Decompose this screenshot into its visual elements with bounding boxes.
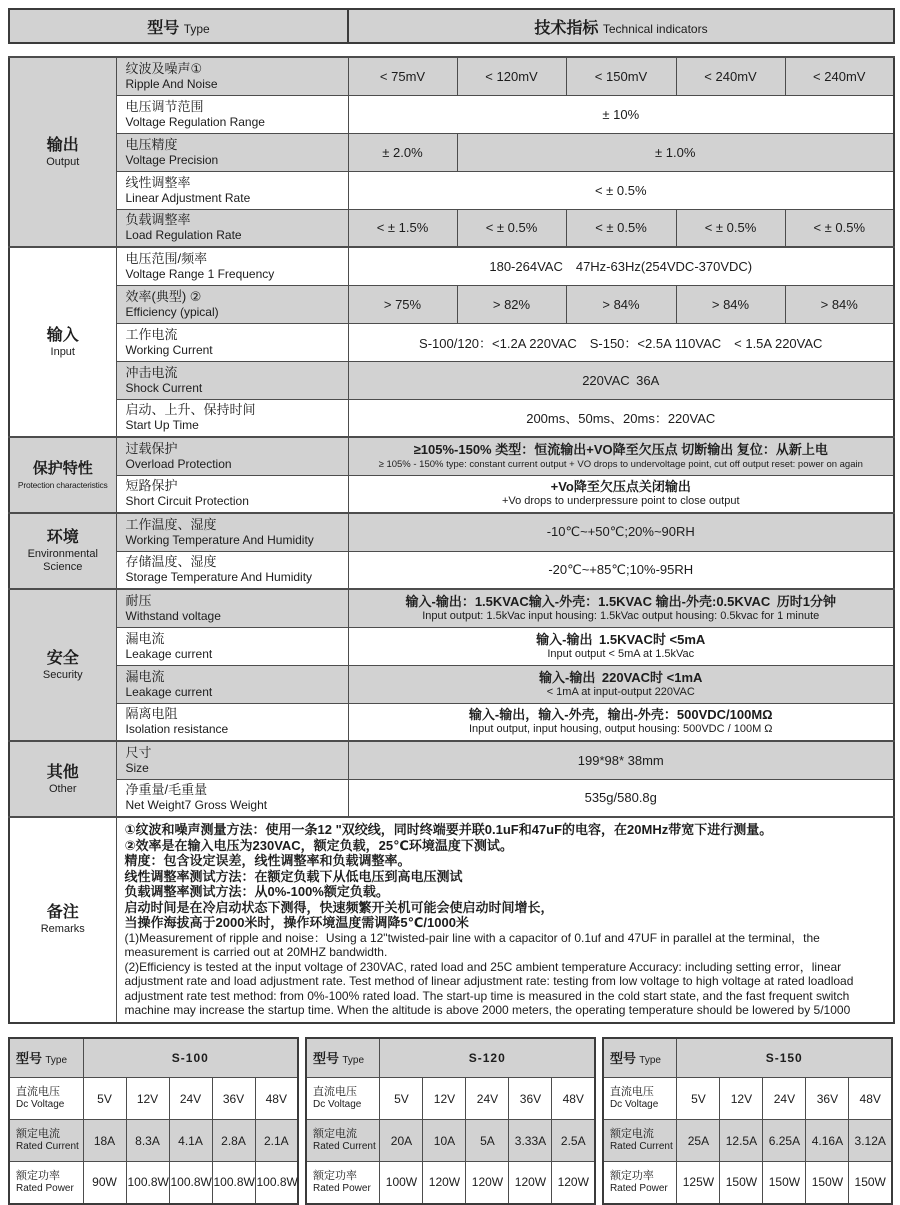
remark-line-zh: ①纹波和噪声测量方法：使用一条12 "双绞线，同时终端要并联0.1uF和47uF的电容，在20MHz带宽下进行测量。 [124, 822, 773, 837]
model-table-s120 [305, 1037, 596, 1205]
withstand-voltage-value: 输入-输出：1.5KVAC输入-外壳：1.5KVAC 输出-外壳:0.5KVAC 历时1分钟 Input output: 1.5kVac input housing: 1.5kVac output housing: 0.5kvac for 1 minute [348, 589, 894, 627]
isolation-resistance-value: 输入-输出，输入-外壳，输出-外壳：500VDC/100MΩ Input output, input housing, output housing: 500VDC / 100M Ω [348, 703, 894, 741]
load-regulation-value-1: < ± 1.5% [348, 209, 457, 247]
attr-short-circuit: 短路保护 Short Circuit Protection [116, 475, 348, 513]
model-value-cell: 120W [552, 1162, 595, 1204]
attr-voltage-precision: 电压精度 Voltage Precision [116, 133, 348, 171]
attr-withstand-voltage: 耐压 Withstand voltage [116, 589, 348, 627]
attr-shock-current: 冲击电流 Shock Current [116, 361, 348, 399]
ripple-value-4: < 240mV [676, 57, 785, 95]
attr-efficiency: 效率(典型) ② Efficiency (ypical) [116, 285, 348, 323]
model-value-cell: 8.3A [126, 1120, 169, 1162]
row-voltage-range [9, 247, 894, 285]
row-short-circuit [9, 475, 894, 513]
model-value-cell: 12V [126, 1078, 169, 1120]
ripple-value-3: < 150mV [566, 57, 676, 95]
storage-temp-value: -20℃~+85℃;10%-95RH [348, 551, 894, 589]
s120-current-row [306, 1120, 595, 1162]
model-value-cell: 100W [380, 1162, 423, 1204]
row-working-current [9, 323, 894, 361]
rated-current-label: 额定电流 Rated Current [9, 1120, 83, 1162]
model-value-cell: 48V [849, 1078, 892, 1120]
model-value-cell: 20A [380, 1120, 423, 1162]
category-security: 安全 Security [9, 589, 116, 741]
model-value-cell: 2.1A [255, 1120, 298, 1162]
category-environment: 环境 Environmental Science [9, 513, 116, 589]
model-value-cell: 150W [720, 1162, 763, 1204]
ripple-value-2: < 120mV [457, 57, 566, 95]
s150-model-name: S-150 [677, 1038, 892, 1078]
model-value-cell: 18A [83, 1120, 126, 1162]
indicators-header-en: Technical indicators [602, 21, 708, 36]
model-value-cell: 3.12A [849, 1120, 892, 1162]
working-temp-value: -10℃~+50℃;20%~90RH [348, 513, 894, 551]
model-value-cell: 12V [423, 1078, 466, 1120]
attr-linear-adjustment: 线性调整率 Linear Adjustment Rate [116, 171, 348, 209]
model-value-cell: 5A [466, 1120, 509, 1162]
model-value-cell: 2.5A [552, 1120, 595, 1162]
model-value-cell: 12.5A [720, 1120, 763, 1162]
remark-line-zh: ②效率是在输入电压为230VAC，额定负载，25℃环境温度下测试。 [124, 837, 513, 853]
leakage-current-1-value: 输入-输出 1.5KVAC时 <5mA Input output < 5mA at 1.5kVac [348, 627, 894, 665]
s100-type-header: 型号 Type [9, 1038, 83, 1078]
type-header-cell [9, 9, 348, 43]
header-bar [8, 8, 895, 44]
model-value-cell: 100.8W [126, 1162, 169, 1204]
voltage-range-value: 180-264VAC 47Hz-63Hz(254VDC-370VDC) [348, 247, 894, 285]
s150-voltage-row [603, 1078, 892, 1120]
attr-leakage-current-2: 漏电流 Leakage current [116, 665, 348, 703]
dc-voltage-label: 直流电压 Dc Voltage [9, 1078, 83, 1120]
row-remarks [9, 817, 894, 1023]
overload-protection-value: ≥105%-150% 类型：恒流输出+VO降至欠压点 切断输出 复位：从新上电 ≥ 105% - 150% type: constant current output + VO drops to undervoltage point, cut off output reset: power on again [348, 437, 894, 475]
voltage-regulation-value: ± 10% [348, 95, 894, 133]
attr-voltage-regulation: 电压调节范围 Voltage Regulation Range [116, 95, 348, 133]
s100-power-row [9, 1162, 298, 1204]
type-header-en: Type [183, 21, 210, 36]
indicators-header-zh: 技术指标 [534, 19, 599, 37]
attr-size: 尺寸 Size [116, 741, 348, 779]
model-value-cell: 4.1A [169, 1120, 212, 1162]
s100-model-name: S-100 [83, 1038, 298, 1078]
model-value-cell: 24V [466, 1078, 509, 1120]
model-value-cell: 25A [677, 1120, 720, 1162]
attr-overload-protection: 过载保护 Overload Protection [116, 437, 348, 475]
type-header-zh: 型号 [147, 19, 180, 37]
model-value-cell: 36V [212, 1078, 255, 1120]
working-current-value: S-100/120：<1.2A 220VAC S-150：<2.5A 110VAC < 1.5A 220VAC [348, 323, 894, 361]
model-value-cell: 5V [380, 1078, 423, 1120]
attr-weight: 净重量/毛重量 Net Weight7 Gross Weight [116, 779, 348, 817]
voltage-precision-value-2: ± 1.0% [457, 133, 894, 171]
attr-working-temp: 工作温度、湿度 Working Temperature And Humidity [116, 513, 348, 551]
model-value-cell: 150W [806, 1162, 849, 1204]
dc-voltage-label: 直流电压 Dc Voltage [603, 1078, 677, 1120]
attr-voltage-range: 电压范围/频率 Voltage Range 1 Frequency [116, 247, 348, 285]
model-value-cell: 3.33A [509, 1120, 552, 1162]
spec-table [8, 56, 895, 1024]
row-storage-temp [9, 551, 894, 589]
model-tables [8, 1037, 893, 1205]
model-value-cell: 4.16A [806, 1120, 849, 1162]
weight-value: 535g/580.8g [348, 779, 894, 817]
remark-line-zh: 当操作海拔高于2000米时，操作环境温度需调降5℃/1000米 [124, 915, 469, 930]
remark-line-zh: 精度：包含设定误差，线性调整率和负载调整率。 [124, 853, 411, 868]
model-value-cell: 100.8W [212, 1162, 255, 1204]
size-value: 199*98* 38mm [348, 741, 894, 779]
rated-current-label: 额定电流 Rated Current [306, 1120, 380, 1162]
attr-working-current: 工作电流 Working Current [116, 323, 348, 361]
row-efficiency [9, 285, 894, 323]
rated-power-label: 额定功率 Rated Power [603, 1162, 677, 1204]
s150-type-header: 型号 Type [603, 1038, 677, 1078]
s120-voltage-row [306, 1078, 595, 1120]
attr-load-regulation: 负载调整率 Load Regulation Rate [116, 209, 348, 247]
row-ripple-noise [9, 57, 894, 95]
attr-leakage-current-1: 漏电流 Leakage current [116, 627, 348, 665]
model-value-cell: 5V [677, 1078, 720, 1120]
row-withstand-voltage [9, 589, 894, 627]
s150-power-row [603, 1162, 892, 1204]
leakage-current-2-value: 输入-输出 220VAC时 <1mA < 1mA at input-output 220VAC [348, 665, 894, 703]
model-value-cell: 48V [552, 1078, 595, 1120]
row-isolation-resistance [9, 703, 894, 741]
shock-current-value: 220VAC 36A [348, 361, 894, 399]
s120-power-row [306, 1162, 595, 1204]
row-startup-time [9, 399, 894, 437]
model-value-cell: 150W [849, 1162, 892, 1204]
s120-model-name: S-120 [380, 1038, 595, 1078]
rated-current-label: 额定电流 Rated Current [603, 1120, 677, 1162]
category-output: 输出 Output [9, 57, 116, 247]
s100-current-row [9, 1120, 298, 1162]
efficiency-value-1: > 75% [348, 285, 457, 323]
dc-voltage-label: 直流电压 Dc Voltage [306, 1078, 380, 1120]
category-input: 输入 Input [9, 247, 116, 437]
efficiency-value-4: > 84% [676, 285, 785, 323]
model-value-cell: 24V [169, 1078, 212, 1120]
remark-line-zh: 负载调整率测试方法：从0%-100%额定负载。 [124, 884, 389, 899]
startup-time-value: 200ms、50ms、20ms：220VAC [348, 399, 894, 437]
remark-para-en: (1)Measurement of ripple and noise：Using a 12"twisted-pair line with a capacitor of 0.1uf and 47UF in parallel at the terminal，the measurement is carried out at 20MHZ bandwidth. [124, 930, 820, 959]
row-leakage-current-2 [9, 665, 894, 703]
row-working-temp [9, 513, 894, 551]
model-value-cell: 36V [509, 1078, 552, 1120]
ripple-value-5: < 240mV [785, 57, 894, 95]
s150-current-row [603, 1120, 892, 1162]
ripple-value-1: < 75mV [348, 57, 457, 95]
remark-para-en: (2)Efficiency is tested at the input voltage of 230VAC, rated load and 25C ambient temperature Accuracy: including setting error，linear adjustment rate and load adjustment rate. Test method of linear adjustment rate: testing from low voltage to high voltage at rated loadload adjustment rate test method: from 0%-100% rated load. The start-up time is measured in the cold start state, and the fast frequent switch machine may increase the startup time. When the altitude is above 2000 meters, the operating temperature should be lowered by 5/1000 [124, 959, 854, 1017]
efficiency-value-2: > 82% [457, 285, 566, 323]
model-table-s100 [8, 1037, 299, 1205]
efficiency-value-3: > 84% [566, 285, 676, 323]
model-value-cell: 100.8W [255, 1162, 298, 1204]
attr-ripple-noise: 纹波及噪声① Ripple And Noise [116, 57, 348, 95]
row-voltage-precision [9, 133, 894, 171]
remarks-cell [116, 817, 894, 1023]
s120-type-header: 型号 Type [306, 1038, 380, 1078]
remark-line-zh: 线性调整率测试方法：在额定负载下从低电压到高电压测试 [124, 868, 463, 884]
model-table-s150 [602, 1037, 893, 1205]
s100-voltage-row [9, 1078, 298, 1120]
model-value-cell: 10A [423, 1120, 466, 1162]
remark-line-zh: 启动时间是在冷启动状态下测得，快速频繁开关机可能会使启动时间增长， [124, 899, 554, 915]
row-load-regulation [9, 209, 894, 247]
model-value-cell: 120W [466, 1162, 509, 1204]
category-protection: 保护特性 Protection characteristics [9, 437, 116, 513]
attr-startup-time: 启动、上升、保持时间 Start Up Time [116, 399, 348, 437]
model-value-cell: 120W [509, 1162, 552, 1204]
row-leakage-current-1 [9, 627, 894, 665]
category-other: 其他 Other [9, 741, 116, 817]
row-weight [9, 779, 894, 817]
model-value-cell: 2.8A [212, 1120, 255, 1162]
load-regulation-value-4: < ± 0.5% [676, 209, 785, 247]
rated-power-label: 额定功率 Rated Power [9, 1162, 83, 1204]
model-value-cell: 120W [423, 1162, 466, 1204]
model-value-cell: 125W [677, 1162, 720, 1204]
load-regulation-value-3: < ± 0.5% [566, 209, 676, 247]
row-linear-adjustment [9, 171, 894, 209]
model-value-cell: 36V [806, 1078, 849, 1120]
model-value-cell: 150W [763, 1162, 806, 1204]
linear-adjustment-value: < ± 0.5% [348, 171, 894, 209]
row-size [9, 741, 894, 779]
load-regulation-value-5: < ± 0.5% [785, 209, 894, 247]
model-value-cell: 100.8W [169, 1162, 212, 1204]
load-regulation-value-2: < ± 0.5% [457, 209, 566, 247]
attr-storage-temp: 存储温度、湿度 Storage Temperature And Humidity [116, 551, 348, 589]
model-value-cell: 6.25A [763, 1120, 806, 1162]
model-value-cell: 12V [720, 1078, 763, 1120]
attr-isolation-resistance: 隔离电阻 Isolation resistance [116, 703, 348, 741]
indicators-header-cell [348, 9, 894, 43]
model-value-cell: 5V [83, 1078, 126, 1120]
efficiency-value-5: > 84% [785, 285, 894, 323]
model-value-cell: 24V [763, 1078, 806, 1120]
row-shock-current [9, 361, 894, 399]
row-voltage-regulation [9, 95, 894, 133]
voltage-precision-value-1: ± 2.0% [348, 133, 457, 171]
model-value-cell: 48V [255, 1078, 298, 1120]
model-value-cell: 90W [83, 1162, 126, 1204]
rated-power-label: 额定功率 Rated Power [306, 1162, 380, 1204]
row-overload-protection [9, 437, 894, 475]
short-circuit-value: +Vo降至欠压点关闭输出 +Vo drops to underpressure point to close output [348, 475, 894, 513]
category-remarks: 备注 Remarks [9, 817, 116, 1023]
